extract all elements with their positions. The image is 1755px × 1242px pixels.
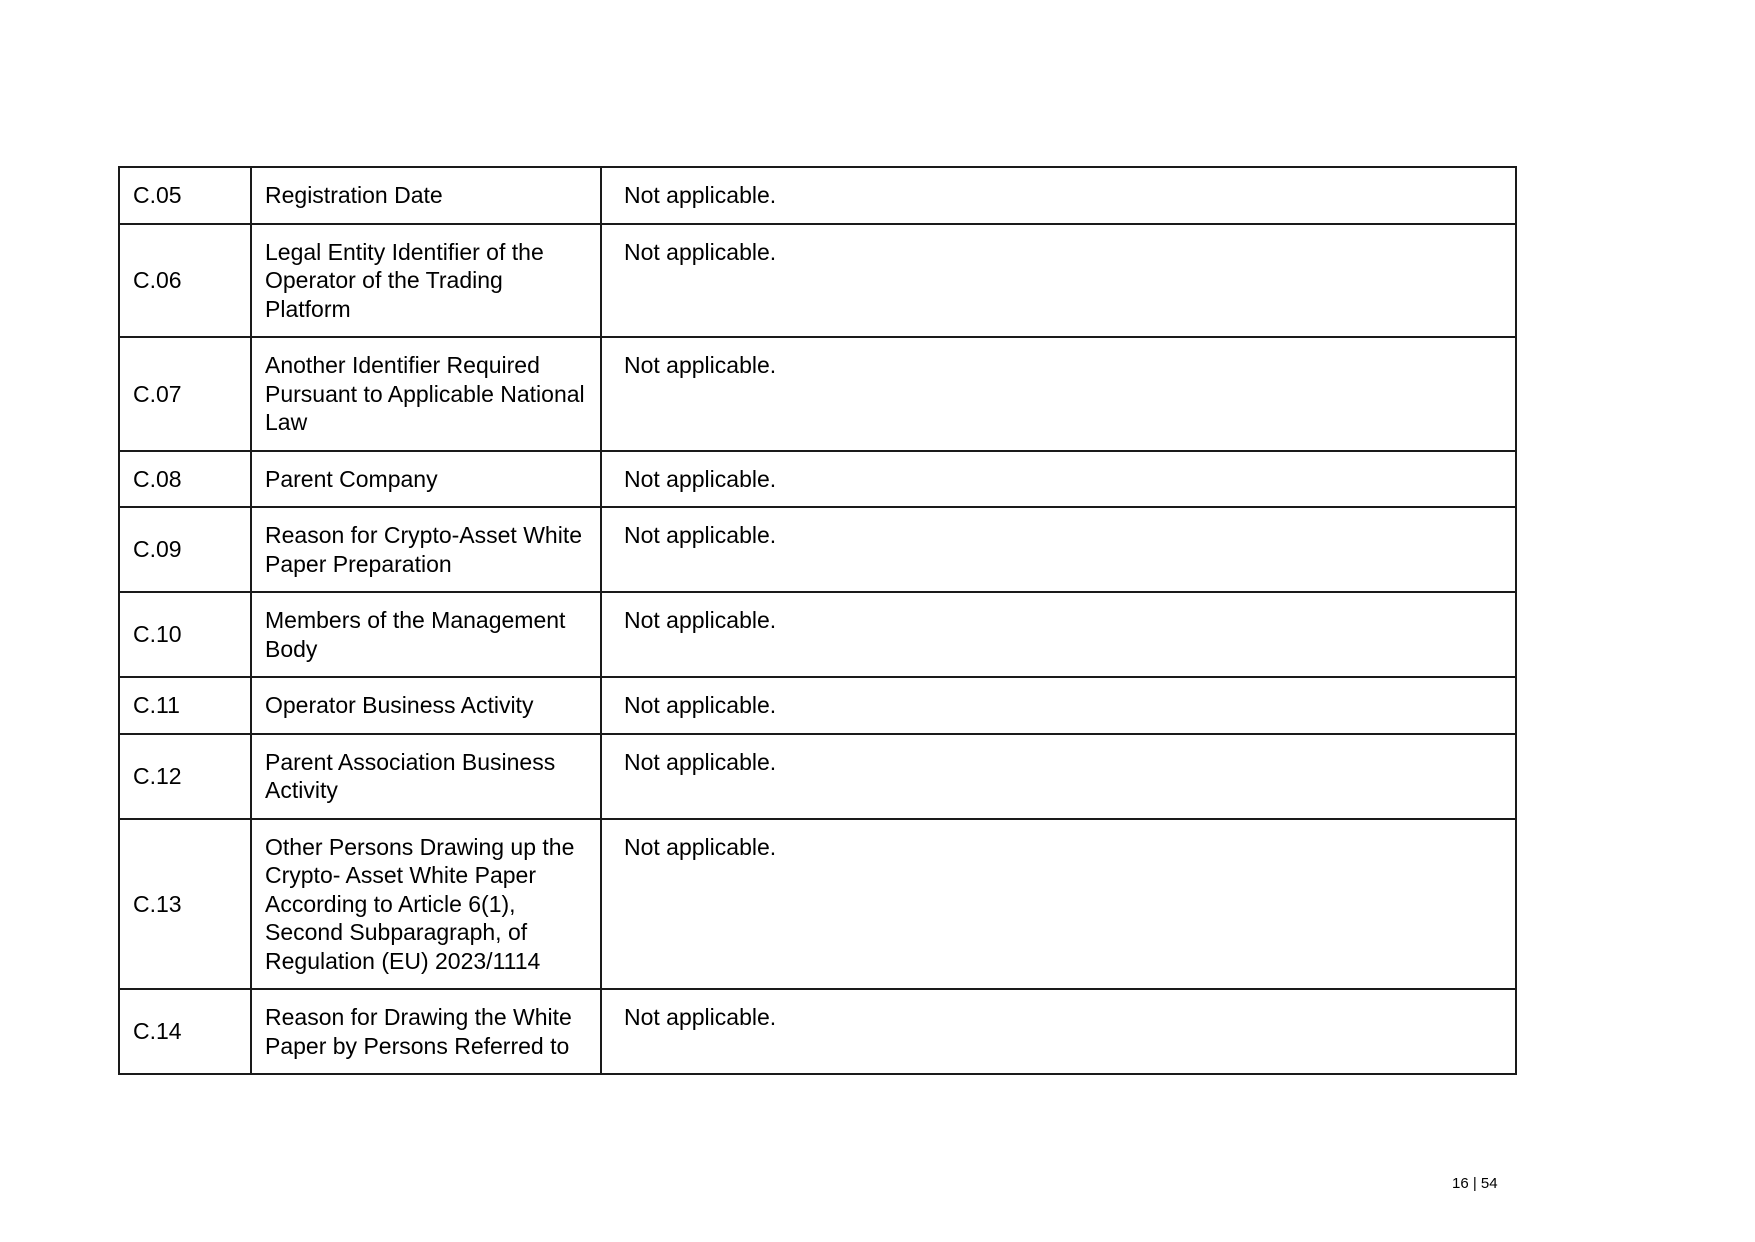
row-field: Reason for Crypto-Asset White Paper Preparation [251,507,601,592]
table-row [119,989,1516,1074]
row-id: C.07 [119,337,251,451]
info-table [118,166,1517,1075]
table-row [119,507,1516,592]
table-row [119,337,1516,451]
table-row [119,677,1516,734]
row-value: Not applicable. [601,451,1516,508]
row-id: C.06 [119,224,251,338]
page-number: 16 | 54 [1452,1175,1498,1192]
table-row [119,167,1516,224]
row-id: C.08 [119,451,251,508]
row-field: Members of the Management Body [251,592,601,677]
row-id: C.14 [119,989,251,1074]
row-field: Another Identifier Required Pursuant to Applicable National Law [251,337,601,451]
row-id: C.09 [119,507,251,592]
row-field: Operator Business Activity [251,677,601,734]
row-field: Parent Association Business Activity [251,734,601,819]
row-value: Not applicable. [601,819,1516,990]
row-value: Not applicable. [601,592,1516,677]
row-value: Not applicable. [601,507,1516,592]
row-field: Legal Entity Identifier of the Operator of the Trading Platform [251,224,601,338]
row-value: Not applicable. [601,989,1516,1074]
row-value: Not applicable. [601,167,1516,224]
row-id: C.05 [119,167,251,224]
row-field: Other Persons Drawing up the Crypto- Asset White Paper According to Article 6(1), Second Subparagraph, of Regulation (EU) 2023/1114 [251,819,601,990]
table-row [119,224,1516,338]
row-value: Not applicable. [601,677,1516,734]
row-value: Not applicable. [601,224,1516,338]
row-id: C.10 [119,592,251,677]
row-id: C.12 [119,734,251,819]
row-id: C.13 [119,819,251,990]
table-row [119,734,1516,819]
table-row [119,451,1516,508]
row-value: Not applicable. [601,337,1516,451]
row-field: Registration Date [251,167,601,224]
row-field: Reason for Drawing the White Paper by Persons Referred to [251,989,601,1074]
row-id: C.11 [119,677,251,734]
table-row [119,592,1516,677]
row-value: Not applicable. [601,734,1516,819]
table-row [119,819,1516,990]
row-field: Parent Company [251,451,601,508]
